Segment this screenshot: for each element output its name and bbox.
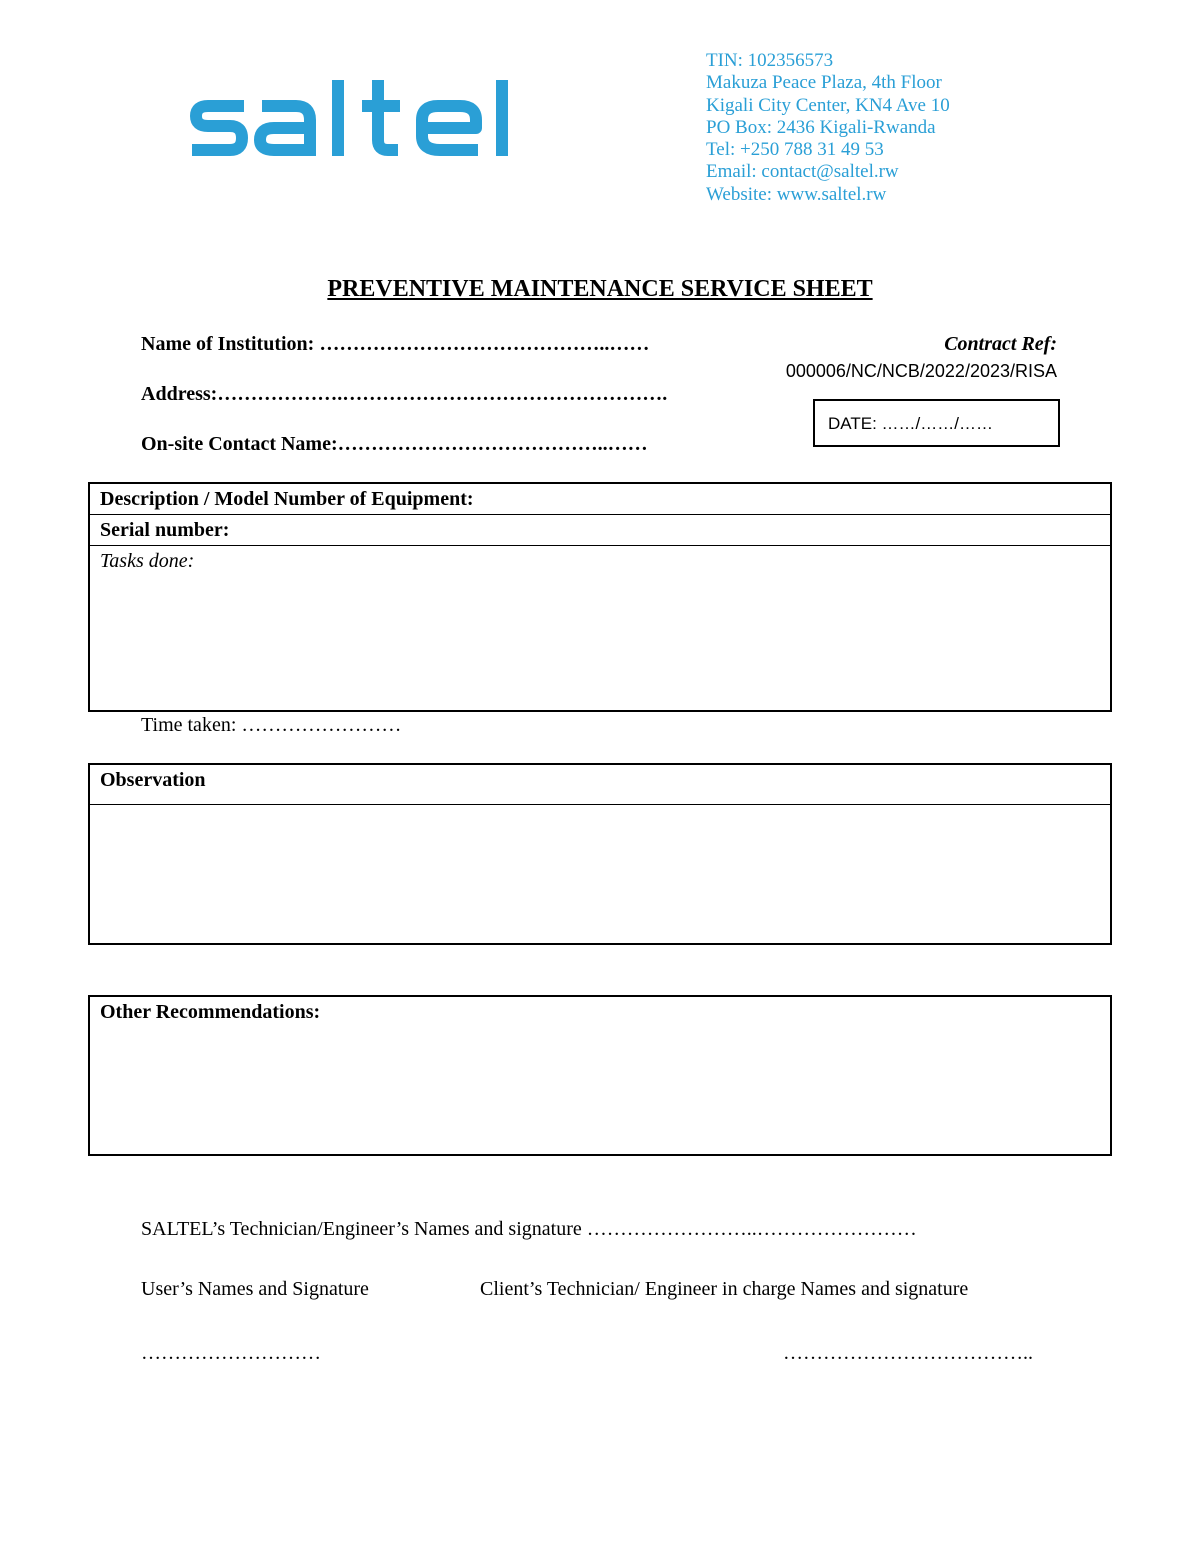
user-signature-label: User’s Names and Signature (141, 1278, 369, 1300)
serial-number-label[interactable]: Serial number: (90, 515, 1110, 546)
recommendations-label: Other Recommendations: (100, 1001, 321, 1023)
date-field[interactable]: DATE: ……/……/…… (813, 399, 1060, 447)
company-address-1: Makuza Peace Plaza, 4th Floor (706, 72, 942, 94)
company-tin: TIN: 102356573 (706, 50, 834, 71)
page-title: PREVENTIVE MAINTENANCE SERVICE SHEET (327, 276, 873, 302)
client-signature-label: Client’s Technician/ Engineer in charge Names and signature (480, 1278, 969, 1300)
client-signature-line[interactable]: ……………………………….. (783, 1342, 1033, 1364)
observation-input-area[interactable] (90, 805, 1110, 943)
company-website: Website: www.saltel.rw (706, 183, 887, 205)
institution-field[interactable]: Name of Institution: ……………………………………..…… (141, 333, 650, 355)
saltel-signature-line[interactable]: SALTEL’s Technician/Engineer’s Names and signature ……………………..…………………… (141, 1218, 917, 1240)
equipment-box (88, 482, 1112, 712)
saltel-logo (188, 70, 548, 170)
company-email: Email: contact@saltel.rw (706, 161, 899, 183)
observation-label: Observation (90, 765, 1110, 805)
contact-name-field[interactable]: On-site Contact Name:…………………………………..…… (141, 433, 648, 455)
address-field[interactable]: Address:……………….…………………………………………. (141, 383, 668, 405)
observation-box (88, 763, 1112, 945)
time-taken-field[interactable]: Time taken: …………………… (141, 714, 402, 736)
company-tel: Tel: +250 788 31 49 53 (706, 139, 884, 161)
tasks-done-label[interactable]: Tasks done: (100, 550, 195, 572)
company-po-box: PO Box: 2436 Kigali-Rwanda (706, 116, 936, 138)
contract-ref-value: 000006/NC/NCB/2022/2023/RISA (785, 361, 1057, 381)
saltel-logo-image (188, 70, 548, 170)
company-info (706, 50, 950, 206)
user-signature-line[interactable]: ……………………… (141, 1342, 321, 1364)
company-address-2: Kigali City Center, KN4 Ave 10 (706, 94, 950, 116)
description-label[interactable]: Description / Model Number of Equipment: (90, 484, 1110, 515)
contract-ref-label: Contract Ref: (944, 333, 1057, 355)
recommendations-box[interactable] (88, 995, 1112, 1156)
